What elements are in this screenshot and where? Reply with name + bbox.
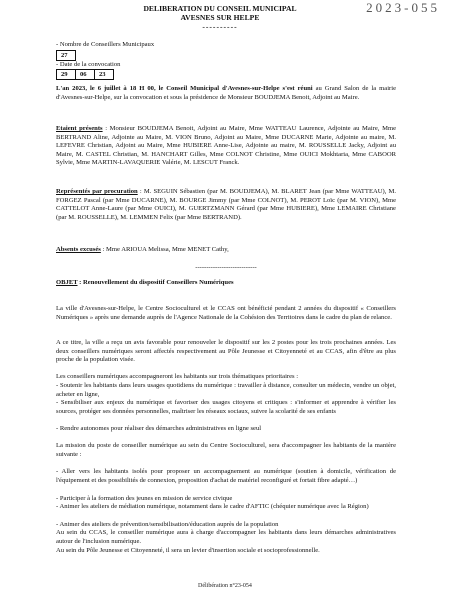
councillors-label: - Nombre de Conseillers Municipaux bbox=[56, 41, 155, 48]
meta-block bbox=[56, 41, 154, 80]
date-year-box: 23 bbox=[95, 69, 114, 80]
title-rule: ---------- bbox=[202, 22, 238, 32]
body-p6: Au sein du Pôle Jeunesse et Citoyenneté, il sera un levier d'insertion sociale et socioprofessionnelle. bbox=[56, 547, 320, 554]
object-text: : Renouvellement du dispositif Conseillers Numériques bbox=[77, 279, 234, 286]
convocation-label: - Date de la convocation bbox=[56, 60, 121, 68]
intro-lead: L'an 2023, le 6 juillet à 18 H 00, le Conseil Municipal d'Avesnes-sur-Helpe s'est réuni bbox=[56, 85, 313, 92]
councillors-count-box: 27 bbox=[56, 50, 76, 61]
date-month-box: 06 bbox=[76, 69, 95, 80]
separator-line: ---------------------------- bbox=[195, 264, 257, 271]
body-bullet-7: - Animer des ateliers de prévention/sensibilisation/éducation auprès de la population bbox=[56, 521, 279, 528]
body-bullet-1: - Soutenir les habitants dans leurs usages quotidiens du numérique : travailler à distance, consulter un médecin, vendre un objet, acheter en ligne, bbox=[56, 382, 396, 398]
body-bullet-2: - Sensibiliser aux enjeux du numérique et favoriser des usages citoyens et critiques : s'informer et apprendre à vérifier les sources, protéger ses données personnelles, maîtriser les réseaux sociaux, suivre la scolarité de ses enfants bbox=[56, 399, 396, 415]
proxies-paragraph bbox=[56, 188, 396, 222]
proxies-text: : M. SEGUIN Sébastien (par M. BOUDJEMA), M. BLARET Jean (par Mme WATTEAU), M. FORGEZ Pascal (par Mme DUCARNE), M. BOURGE Jimmy (par Mme COLNOT), M. PEROT Loïc (par M. VION), Mme CATTELOT Anne-Laure (par Mme OUICI), M. GUERTZMANN Gérard (par Mme HUBIERE), Mme LEMAIRE Christiane (par M. ROUSSELLE), M. LEMMEN Felix (par Mme BERTRAND). bbox=[56, 188, 396, 221]
date-day-box: 29 bbox=[56, 69, 76, 80]
body-p3: Les conseillers numériques accompagneront les habitants sur trois thématiques prioritaires : bbox=[56, 373, 299, 380]
absent-text: : Mme ARIOUA Melissa, Mme MENET Cathy, bbox=[100, 246, 229, 253]
body-p5: Au sein du CCAS, le conseiller numérique aura à charge d'accompagner les habitants dans leurs démarches administratives autour de l'inclusion numérique. bbox=[56, 529, 396, 545]
object-paragraph bbox=[56, 279, 396, 288]
title-line-1: DELIBERATION DU CONSEIL MUNICIPAL bbox=[143, 4, 297, 13]
absent-paragraph bbox=[56, 246, 396, 255]
present-paragraph bbox=[56, 125, 396, 168]
present-label: Etaient présents bbox=[56, 125, 103, 132]
body-p2: A ce titre, la ville a reçu un avis favorable pour renouveler le dispositif sur les 2 postes pour les trois prochaines années. Les deux conseillers numériques seront affectés respectivement au Pôle Jeunesse et Citoyenneté et au CCAS, afin d'être au plus proche de la population visée. bbox=[56, 339, 396, 364]
absent-label: Absents excusés bbox=[56, 246, 101, 253]
document-reference-stamp: 2023-055 bbox=[366, 0, 440, 15]
proxies-label: Représentés par procuration bbox=[56, 188, 138, 195]
document-title bbox=[120, 4, 320, 31]
body-p4: La mission du poste de conseiller numérique au sein du Centre Socioculturel, sera d'accompagner les habitants de la manière suivante : bbox=[56, 442, 396, 458]
body-bullet-3: - Rendre autonomes pour réaliser des démarches administratives en ligne seul bbox=[56, 425, 262, 432]
intro-paragraph bbox=[56, 85, 396, 102]
body-bullet-5: - Participer à la formation des jeunes en mission de service civique bbox=[56, 495, 233, 502]
body-bullet-6: - Animer les ateliers de médiation numérique, notamment dans le cadre d'AFTIC (chéquier numérique avec la Région) bbox=[56, 503, 369, 510]
body-p1: La ville d'Avesnes-sur-Helpe, le Centre Socioculturel et le CCAS ont bénéficié pendant 2 années du dispositif « Conseillers Numériques » après une demande auprès de l'Agence Nationale de la Cohésion des Territoires dans le cadre du plan de relance. bbox=[56, 305, 396, 321]
page-footer: Délibération n°23-054 bbox=[198, 583, 252, 589]
title-line-2: AVESNES SUR HELPE bbox=[180, 13, 260, 23]
present-text: : Monsieur BOUDJEMA Benoit, Adjoint au Maire, Mme WATTEAU Laurence, Adjointe au Maire, Mme BERTRAND Aline, Adjointe au Maire, M. VION Bruno, Adjoint au Maire, Mme DUCARNE Marie, Adjointe au maire, M. LEFEVRE Christian, Adjoint au Maire, Mme HUBIERE Anne-Lise, Adjointe au maire, M. ROUSSELLE Jacky, Adjoint au Maire, M. CASTEL Christian, M. HANCHART Gilles, Mme COLNOT Christine, Mme OUICI Mokhtaria, Mme CABOOR Sylvie, Mme MARTIN-LAVAQUERIE Valérie, M. LESCUT Franck. bbox=[56, 125, 396, 167]
intro-rest: au Grand Salon de la mairie d'Avesnes-sur-Helpe, sur la convocation et sous la présidence de Monsieur BOUDJEMA Benoit, Adjoint au Maire. bbox=[56, 85, 396, 101]
body-bullet-4: - Aller vers les habitants isolés pour proposer un accompagnement au numérique (soutien à domicile, vérification de l'équipement et des possibilités de connexion, proposition d'achat de matériel reconfiguré et fortait fibre adapté…) bbox=[56, 468, 396, 484]
object-label: OBJET bbox=[56, 279, 78, 286]
